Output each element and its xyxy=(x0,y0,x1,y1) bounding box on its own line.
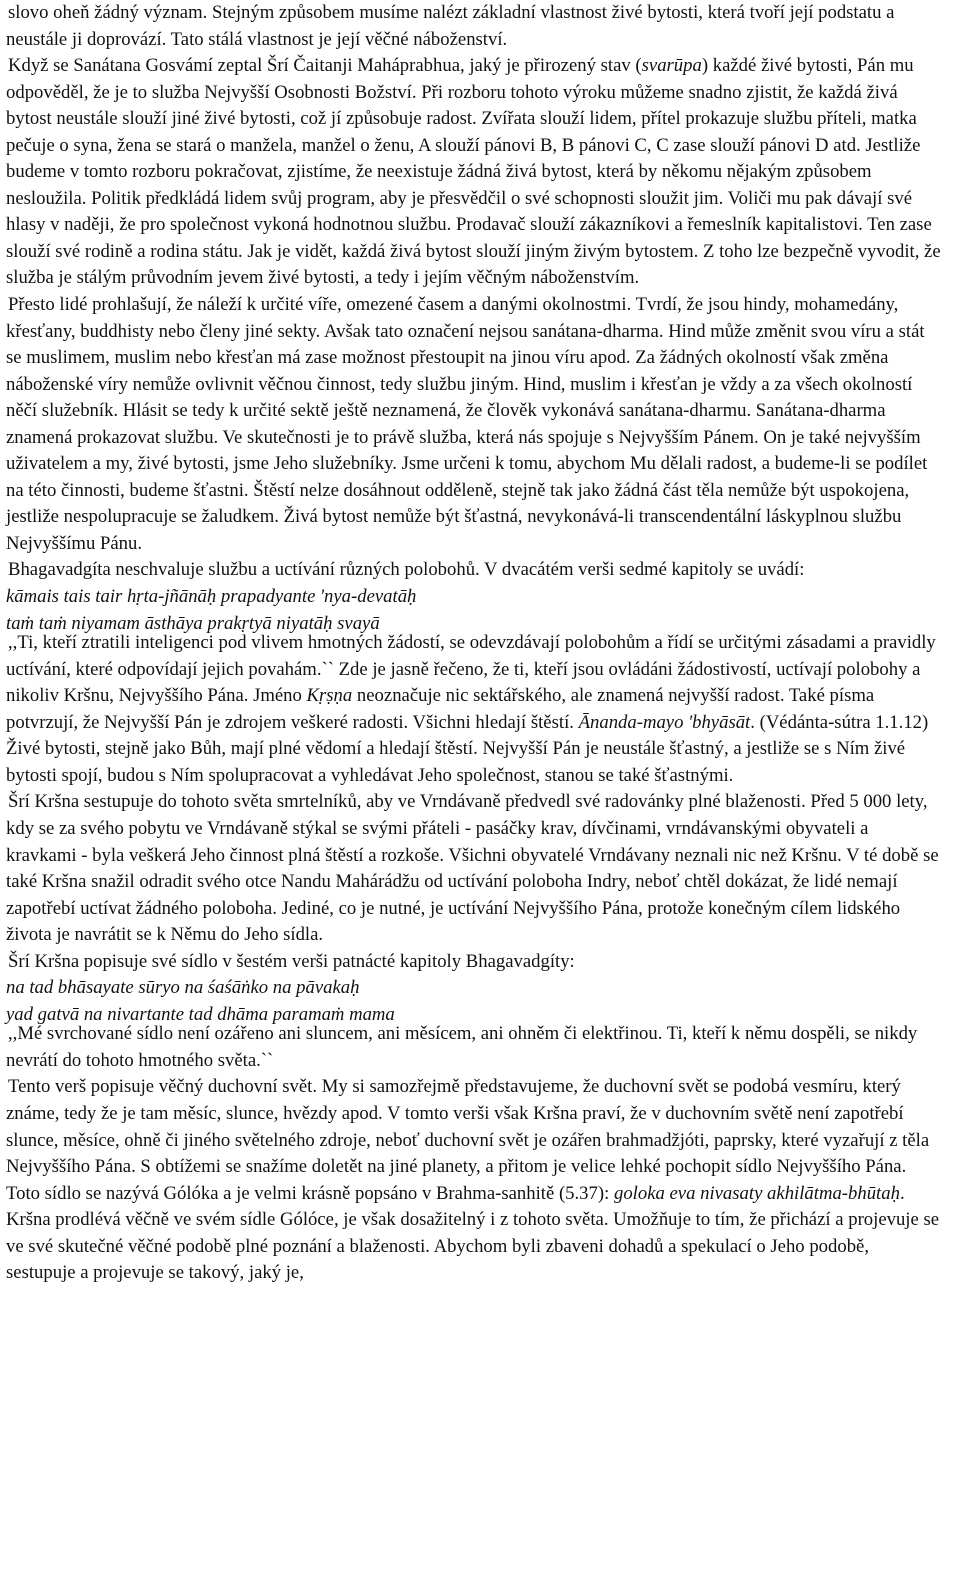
text-run: Přesto lidé prohlašují, že náleží k určité víře, omezené časem a danými okolnostmi. Tvrdí, že jsou hindy, mohamedány, křesťany, buddhisty nebo členy jiné sekty. Avšak tato označení nejsou sanátana-dharma. Hind může změnit svou víru a stát se muslimem, muslim nebo křesťan má zase možnost přestoupit na jinou víru apod. Za žádných okolností však změna náboženské víry nemůže ovlivnit věčnou činnost, tedy službu jiným. Hind, muslim i křesťan je vždy a za všech okolností něčí služebník. Hlásit se tedy k určité sektě ještě neznamená, že člověk vykonává sanátana-dharmu. Sanátana-dharma znamená prokazovat službu. Ve skutečnosti je to právě služba, která nás spojuje s Nejvyšším Pánem. On je také nejvyšším uživatelem a my, živé bytosti, jsme Jeho služebníky. Jsme určeni k tomu, abychom Mu dělali radost, a budeme-li se podílet na této činnosti, budeme šťastni. Štěstí nelze dosáhnout odděleně, stejně tak jako žádná část těla nemůže být uspokojena, jestliže nespolupracuje se žaludkem. Živá bytost nemůže být šťastná, nevykonává-li transcendentální láskyplnou službu Nejvyššímu Pánu. xyxy=(6,294,928,554)
paragraph xyxy=(6,630,942,789)
text-run: Šrí Kršna sestupuje do tohoto světa smrtelníků, aby ve Vrndávaně předvedl své radovánky plné blaženosti. Před 5 000 lety, kdy se za svého pobytu ve Vrndávaně stýkal se svými přáteli - pasáčky krav, dívčinami, vrndávanskými obyvateli a kravkami - byla veškerá Jeho činnost plná štěstí a rozkoše. Všichni obyvatelé Vrndávany neznali nic než Kršnu. V té době se také Kršna snažil odradit svého otce Nandu Mahárádžu od uctívání poloboha Indry, neboť chtěl dokázat, že lidé nemají zapotřebí uctívat žádného poloboha. Jediné, co je nutné, je uctívání Nejvyššího Pána, protože konečným cílem lidského života je navrátit se k Němu do Jeho sídla. xyxy=(6,791,939,946)
italic-term: goloka eva nivasaty akhilātma-bhūtaḥ xyxy=(613,1182,900,1204)
text-run: Když se Sanátana Gosvámí zeptal Šrí Čaitanji Maháprabhua, jaký je přirozený stav ( xyxy=(8,55,642,77)
text-run: . Kršna prodlévá věčně ve svém sídle Gólóce, je však dosažitelný i z tohoto světa. Umožňuje to tím, že přichází a projevuje se ve své skutečné věčné podobě plné poznání a blaženosti. Abychom byli zbaveni dohadů a spekulací o Jeho podobě, sestupuje a projevuje se takový, jaký je, xyxy=(6,1182,940,1284)
paragraph xyxy=(6,53,942,292)
text-run: ) každé živé bytosti, Pán mu odpověděl, že je to služba Nejvyšší Osobnosti Božství. Při rozboru tohoto výroku můžeme snadno zjistit, že každá živá bytost neustále slouží jiné živé bytosti, což jí způsobuje radost. Zvířata slouží lidem, přítel prokazuje službu příteli, matka pečuje o syna, žena se stará o manžela, manžel o ženu, A slouží pánovi B, B pánovi C, C zase slouží pánovi D atd. Jestliže budeme v tomto rozboru pokračovat, zjistíme, že neexistuje žádná živá bytost, která by někomu nějakým způsobem nesloužila. Politik předkládá lidem svůj program, aby je přesvědčil o své schopnosti sloužit jim. Voliči mu pak dávají své hlasy v naději, že pro společnost vykoná hodnotnou službu. Prodavač slouží zákazníkovi a řemeslník kapitalistovi. Ten zase slouží své rodině a rodina státu. Jak je vidět, každá živá bytost slouží jiným živým bytostem. Z toho lze bezpečně vyvodit, že služba je stálým průvodním jevem živé bytosti, a tedy i jejím věčným náboženstvím. xyxy=(6,55,941,289)
text-run: Tento verš popisuje věčný duchovní svět. My si samozřejmě představujeme, že duchovní svět se podobá vesmíru, který známe, tedy že je tam měsíc, slunce, hvězdy apod. V tomto verši však Kršna praví, že v duchovním světě není zapotřebí slunce, měsíce, ohně či jiného světelného zdroje, neboť duchovní svět je ozářen brahmadžjóti, paprsky, které vyzařují z těla Nejvyššího Pána. S obtížemi se snažíme doletět na jiné planety, a přitom je velice lehké pochopit sídlo Nejvyššího Pána. Toto sídlo se nazývá Gólóka a je velmi krásně popsáno v Brahma-sanhitě (5.37): xyxy=(6,1076,930,1204)
text-run: Bhagavadgíta neschvaluje službu a uctívání různých polobohů. V dvacátém verši sedmé kapitoly se uvádí: xyxy=(8,559,805,581)
paragraph xyxy=(6,949,942,976)
paragraph xyxy=(6,0,942,53)
verse-line: na tad bhāsayate sūryo na śaśāṅko na pāvakaḥ xyxy=(6,977,360,999)
paragraph xyxy=(6,1021,942,1074)
text-run: . (Védánta-sútra 1.1.12) Živé bytosti, stejně jako Bůh, mají plné vědomí a hledají štěstí. Nejvyšší Pán je neustále šťastný, a jestliže se s Ním živé bytosti spojí, budou s Ním spolupracovat a vyhledávat Jeho společnost, stanou se také šťastnými. xyxy=(6,711,929,786)
italic-term: Ānanda-mayo 'bhyāsāt xyxy=(578,711,751,733)
verse-line: kāmais tais tair hṛta-jñānāḥ prapadyante 'nya-devatāḥ xyxy=(6,586,417,608)
text-run: ,,Mé svrchované sídlo není ozářeno ani sluncem, ani měsícem, ani ohněm či elektřinou. Ti, kteří k němu dospěli, se nikdy nevrátí do tohoto hmotného světa.`` xyxy=(6,1023,918,1071)
paragraph xyxy=(6,789,942,948)
paragraph xyxy=(6,292,942,557)
text-run: Šrí Kršna popisuje své sídlo v šestém verši patnácté kapitoly Bhagavadgíty: xyxy=(8,950,575,972)
paragraph xyxy=(6,1074,942,1286)
italic-term: svarūpa xyxy=(641,55,702,77)
verse-line: taṁ taṁ niyamam āsthāya prakṛtyā niyatāḥ svayā xyxy=(6,612,380,634)
verse-line: yad gatvā na nivartante tad dhāma paramaṁ mama xyxy=(6,1003,395,1025)
italic-term: Kṛṣṇa xyxy=(306,685,353,707)
text-run: slovo oheň žádný význam. Stejným způsobem musíme nalézt základní vlastnost živé bytosti, která tvoří její podstatu a neustále ji doprovází. Tato stálá vlastnost je její věčné náboženství. xyxy=(6,2,895,50)
paragraph xyxy=(6,557,942,584)
text-run: neoznačuje nic sektářského, ale znamená nejvyšší radost. Také písma potvrzují, že Nejvyšší Pán je zdrojem veškeré radosti. Všichni hledají štěstí. xyxy=(6,685,875,733)
text-run: ,,Ti, kteří ztratili inteligenci pod vlivem hmotných žádostí, se odevzdávají polobohům a řídí se určitými zásadami a pravidly uctívání, které odpovídají jejich povahám.`` Zde je jasně řečeno, že ti, kteří jsou ovládáni žádostivostí, uctívají polobohy a nikoliv Kršnu, Nejvyššího Pána. Jméno xyxy=(6,632,936,707)
